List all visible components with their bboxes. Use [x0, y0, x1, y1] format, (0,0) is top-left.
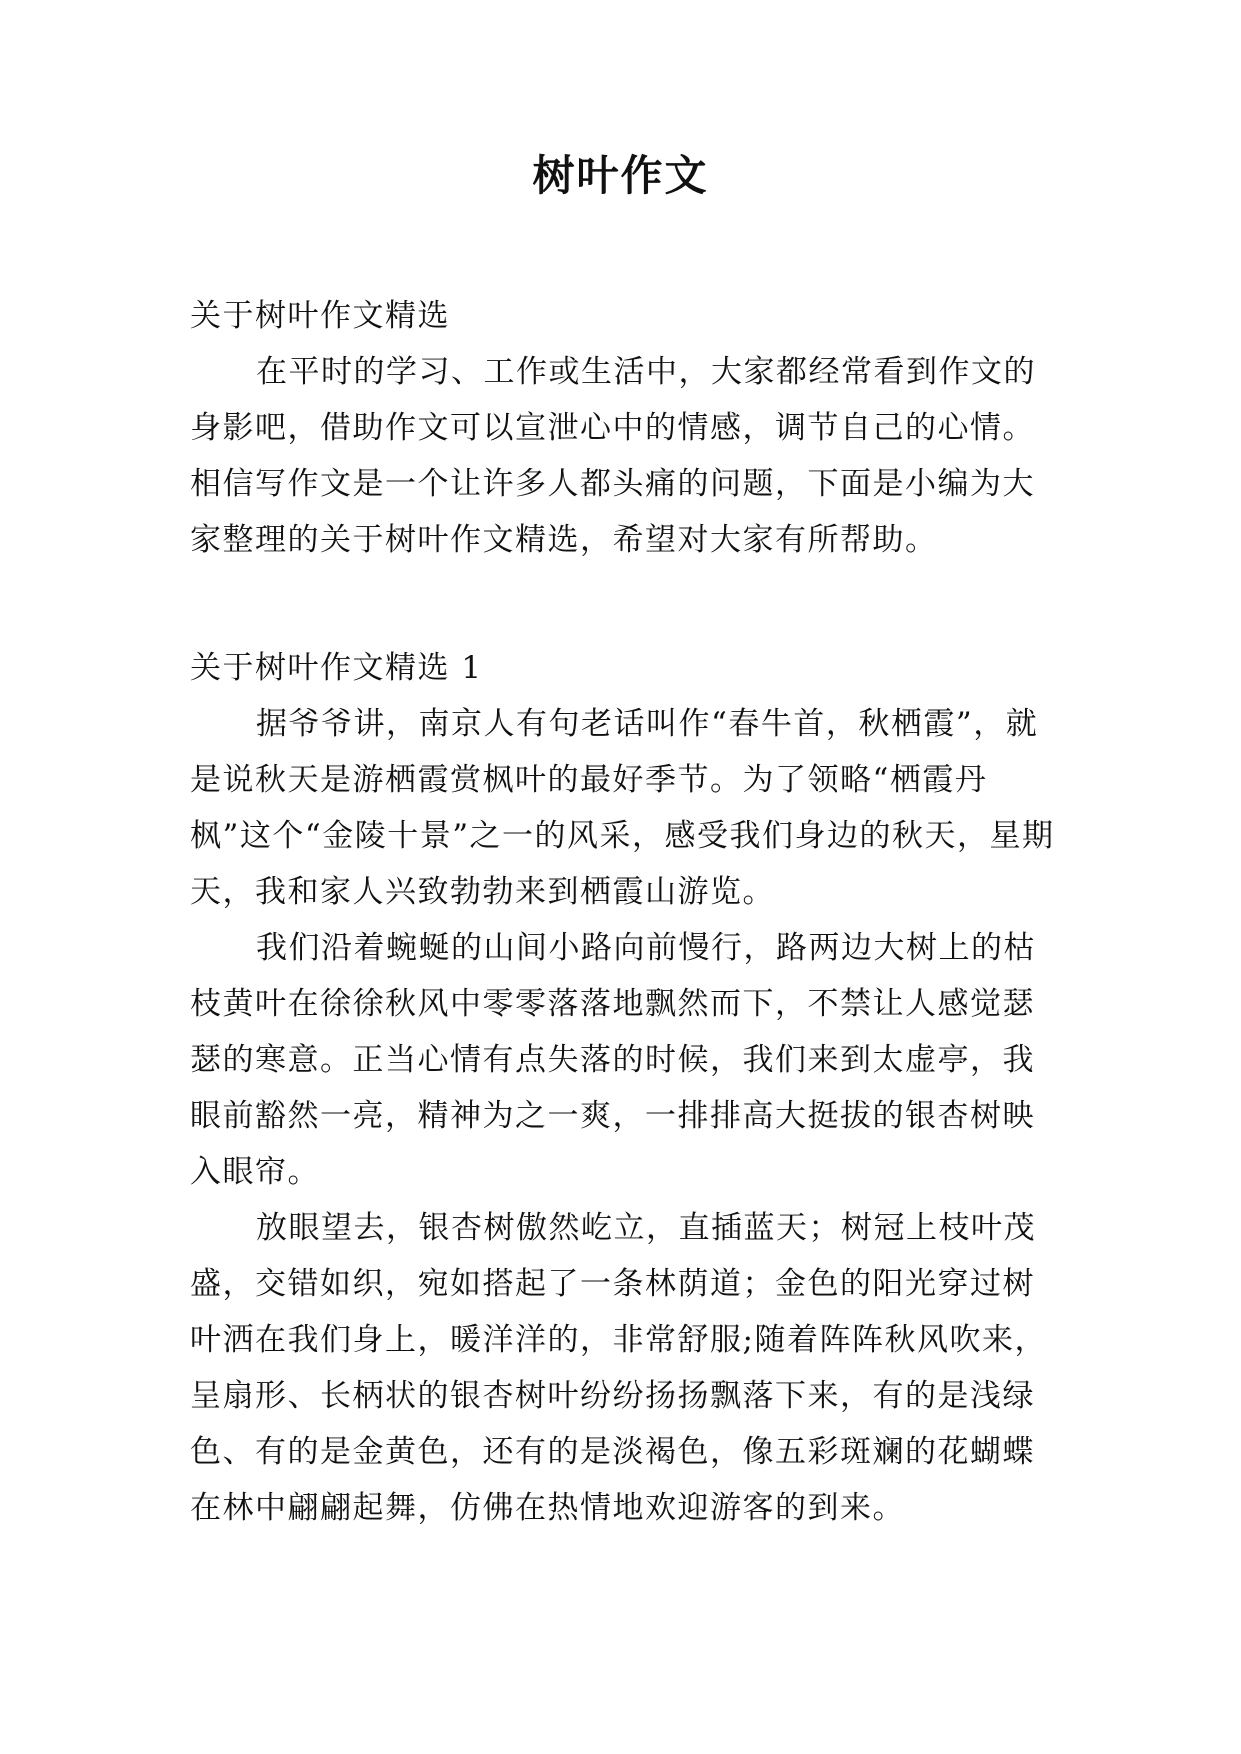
intro-section — [190, 288, 1058, 568]
section-1 — [190, 640, 1058, 1536]
section-1-paragraph-1: 据爷爷讲，南京人有句老话叫作“春牛首，秋栖霞”，就是说秋天是游栖霞赏枫叶的最好季节。为了领略“栖霞丹枫”这个“金陵十景”之一的风采，感受我们身边的秋天，星期天，我和家人兴致勃勃来到栖霞山游览。 — [190, 706, 1055, 910]
section-1-paragraph-3: 放眼望去，银杏树傲然屹立，直插蓝天；树冠上枝叶茂盛，交错如织，宛如搭起了一条林荫道；金色的阳光穿过树叶洒在我们身上，暖洋洋的，非常舒服;随着阵阵秋风吹来，呈扇形、长柄状的银杏树叶纷纷扬扬飘落下来，有的是浅绿色、有的是金黄色，还有的是淡褐色，像五彩斑斓的花蝴蝶在林中翩翩起舞，仿佛在热情地欢迎游客的到来。 — [190, 1210, 1047, 1526]
intro-paragraph: 在平时的学习、工作或生活中，大家都经常看到作文的身影吧，借助作文可以宣泄心中的情感，调节自己的心情。相信写作文是一个让许多人都头痛的问题，下面是小编为大家整理的关于树叶作文精选，希望对大家有所帮助。 — [190, 354, 1036, 558]
section-1-heading: 关于树叶作文精选 1 — [190, 650, 483, 686]
intro-heading: 关于树叶作文精选 — [190, 298, 450, 334]
section-1-paragraph-2: 我们沿着蜿蜒的山间小路向前慢行，路两边大树上的枯枝黄叶在徐徐秋风中零零落落地飘然而下，不禁让人感觉瑟瑟的寒意。正当心情有点失落的时候，我们来到太虚亭，我眼前豁然一亮，精神为之一爽，一排排高大挺拔的银杏树映入眼帘。 — [190, 930, 1036, 1190]
document-title: 树叶作文 — [532, 151, 709, 200]
